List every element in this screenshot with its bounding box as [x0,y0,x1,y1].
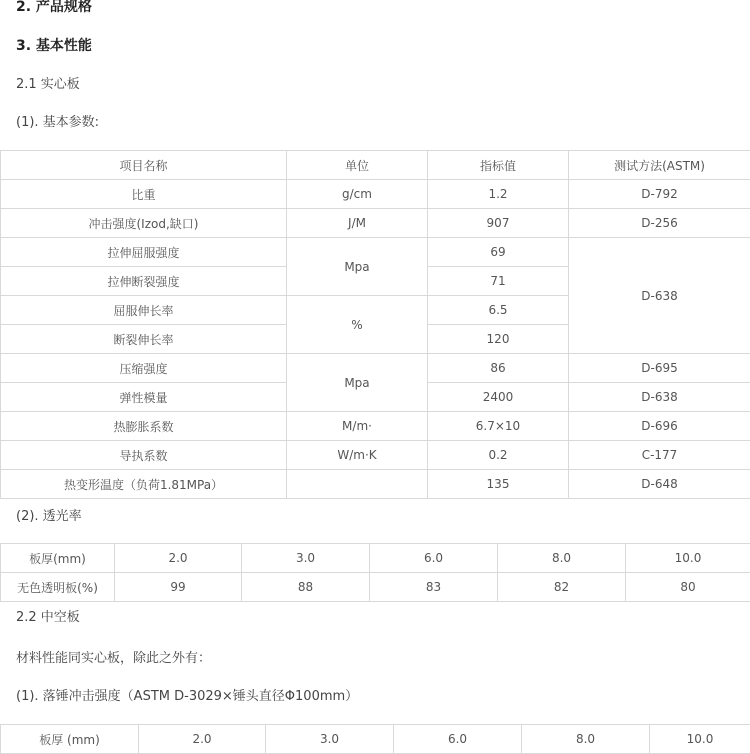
transmittance-cell: 82 [498,573,626,602]
item-name: 比重 [1,180,287,209]
table-row [1,354,750,383]
thickness-cell: 3.0 [266,725,394,754]
section-solid-sheet: 2.1 实心板 [16,76,80,94]
item-name: 热膨胀系数 [1,412,287,441]
subsection-basic-params: (1). 基本参数: [16,114,99,132]
basic-params-table [0,150,750,499]
item-name: 拉伸断裂强度 [1,267,287,296]
transmittance-table [0,543,750,602]
subsection-drop-impact: (1). 落锤冲击强度（ASTM D-3029×锤头直径Φ100mm） [16,688,358,706]
item-name: 热变形温度（负荷1.81MPa） [1,470,287,499]
thickness-cell: 3.0 [242,544,370,573]
item-name: 导执系数 [1,441,287,470]
test-method: D-696 [569,412,750,441]
table-row [1,412,750,441]
unit: g/cm [287,180,428,209]
value: 6.5 [428,296,569,325]
table-header-row [1,151,750,180]
thickness-cell: 2.0 [115,544,242,573]
row-label-thickness: 板厚(mm) [1,544,115,573]
thickness-cell: 6.0 [394,725,522,754]
value: 0.2 [428,441,569,470]
value: 120 [428,325,569,354]
hollow-note: 材料性能同实心板，除此之外有： [16,650,211,668]
value: 135 [428,470,569,499]
item-name: 弹性模量 [1,383,287,412]
item-name: 断裂伸长率 [1,325,287,354]
unit: M/m· [287,412,428,441]
test-method: D-792 [569,180,750,209]
table-row [1,180,750,209]
row-label-transmittance: 无色透明板(%) [1,573,115,602]
table-row [1,470,750,499]
transmittance-cell: 88 [242,573,370,602]
thickness-cell: 6.0 [370,544,498,573]
thickness-cell: 8.0 [522,725,650,754]
drop-impact-table [0,724,750,754]
unit: W/m·K [287,441,428,470]
test-method: D-638 [569,383,750,412]
value: 2400 [428,383,569,412]
test-method: D-648 [569,470,750,499]
header-item-name: 项目名称 [1,151,287,180]
value: 907 [428,209,569,238]
table-row [1,573,750,602]
item-name: 屈服伸长率 [1,296,287,325]
header-unit: 单位 [287,151,428,180]
value: 86 [428,354,569,383]
test-method: D-256 [569,209,750,238]
test-method: D-638 [569,238,750,354]
item-name: 压缩强度 [1,354,287,383]
test-method: D-695 [569,354,750,383]
item-name: 拉伸屈服强度 [1,238,287,267]
value: 6.7×10 [428,412,569,441]
unit [287,470,428,499]
transmittance-cell: 99 [115,573,242,602]
header-value: 指标值 [428,151,569,180]
unit: Mpa [287,354,428,412]
value: 71 [428,267,569,296]
table-row [1,725,750,754]
test-method: C-177 [569,441,750,470]
thickness-cell: 10.0 [626,544,750,573]
heading-basic-performance: 3. 基本性能 [16,37,92,55]
thickness-cell: 8.0 [498,544,626,573]
row-label-thickness: 板厚 (mm) [1,725,139,754]
table-row [1,238,750,267]
value: 69 [428,238,569,267]
thickness-cell: 2.0 [139,725,266,754]
subsection-transmittance: (2). 透光率 [16,508,82,526]
unit: Mpa [287,238,428,296]
header-test-method: 测试方法(ASTM) [569,151,750,180]
heading-product-spec: 2. 产品规格 [16,0,92,16]
thickness-cell: 10.0 [650,725,750,754]
value: 1.2 [428,180,569,209]
transmittance-cell: 80 [626,573,750,602]
unit: % [287,296,428,354]
unit: J/M [287,209,428,238]
table-row [1,441,750,470]
table-row [1,209,750,238]
section-hollow-sheet: 2.2 中空板 [16,609,80,627]
item-name: 冲击强度(Izod,缺口) [1,209,287,238]
transmittance-cell: 83 [370,573,498,602]
table-row [1,544,750,573]
